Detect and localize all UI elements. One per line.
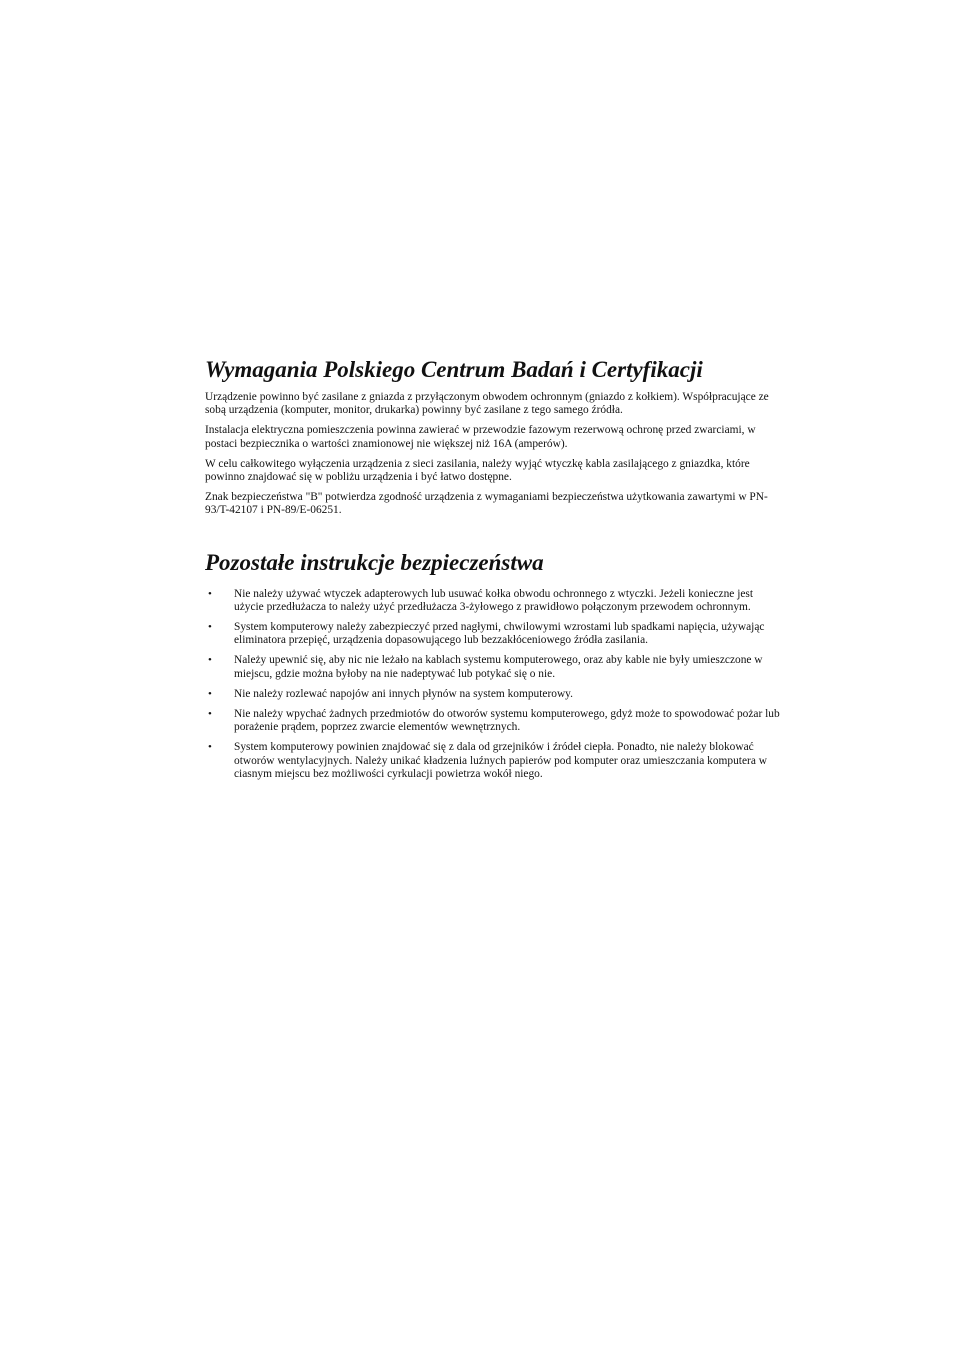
list-item xyxy=(205,654,785,680)
section-title-other-safety-instructions: Pozostałe instrukcje bezpieczeństwa xyxy=(205,549,544,575)
bullet-icon: • xyxy=(208,587,212,600)
bullet-icon: • xyxy=(208,621,212,634)
list-item-text: Nie należy wpychać żadnych przedmiotów do otworów systemu komputerowego, gdyż może to spowodować pożar lub porażenie prądem, poprzez zwarcie elementów wewnętrznych. xyxy=(234,708,780,734)
bullet-icon: • xyxy=(208,741,212,754)
list-item xyxy=(205,688,785,701)
list-item-text: Należy upewnić się, aby nic nie leżało na kablach systemu komputerowego, oraz aby kable nie były umieszczone w miejscu, gdzie można byłoby na nie nadeptywać lub potykać się o nie. xyxy=(234,654,763,680)
document-content xyxy=(205,355,785,788)
list-item-text: Nie należy używać wtyczek adapterowych lub usuwać kołka obwodu ochronnego z wtyczki. Jeżeli konieczne jest użycie przedłużacza to należy użyć przedłużacza 3-żyłowego z prawidłowo połączonym przewodem ochronnym. xyxy=(234,587,754,613)
list-item-text: System komputerowy należy zabezpieczyć przed nagłymi, chwilowymi wzrostami lub spadkami napięcia, używając eliminatora przepięć, urządzenia dopasowującego lub bezzakłóceniowego źródła zasilania. xyxy=(234,621,765,647)
list-item xyxy=(205,621,785,647)
safety-instructions-list xyxy=(205,588,785,781)
section-title-pcbc-requirements: Wymagania Polskiego Centrum Badań i Certyfikacji xyxy=(205,357,703,382)
list-item xyxy=(205,708,785,734)
paragraph-power-supply: Urządzenie powinno być zasilane z gniazda z przyłączonym obwodem ochronnym (gniazdo z kołkiem). Współpracujące ze sobą urządzenia (komputer, monitor, drukarka) powinny być zasilane z tego samego źródła. xyxy=(205,391,769,417)
bullet-icon: • xyxy=(208,654,212,667)
paragraph-safety-mark: Znak bezpieczeństwa "B" potwierdza zgodność urządzenia z wymaganiami bezpieczeństwa użytkowania zawartymi w PN-93/T-42107 i PN-89/E-06251. xyxy=(205,491,768,517)
bullet-icon: • xyxy=(208,708,212,721)
list-item-text: Nie należy rozlewać napojów ani innych płynów na system komputerowy. xyxy=(234,687,573,700)
list-item-text: System komputerowy powinien znajdować się z dala od grzejników i źródeł ciepła. Ponadto, nie należy blokować otworów wentylacyjnych. Należy unikać kładzenia luźnych papierów pod komputer oraz umieszczania komputera w ciasnym miejscu bez możliwości cyrkulacji powietrza wokół niego. xyxy=(234,741,767,780)
paragraph-disconnect-power: W celu całkowitego wyłączenia urządzenia z sieci zasilania, należy wyjąć wtyczkę kabla zasilającego z gniazdka, które powinno znajdować się w pobliżu urządzenia i być łatwo dostępne. xyxy=(205,457,750,484)
paragraph-electrical-installation: Instalacja elektryczna pomieszczenia powinna zawierać w przewodzie fazowym rezerwową ochronę przed zwarciami, w postaci bezpiecznika o wartości znamionowej nie większej niż 16A (amperów). xyxy=(205,424,756,450)
list-item xyxy=(205,588,785,614)
bullet-icon: • xyxy=(208,687,212,700)
list-item xyxy=(205,741,785,781)
